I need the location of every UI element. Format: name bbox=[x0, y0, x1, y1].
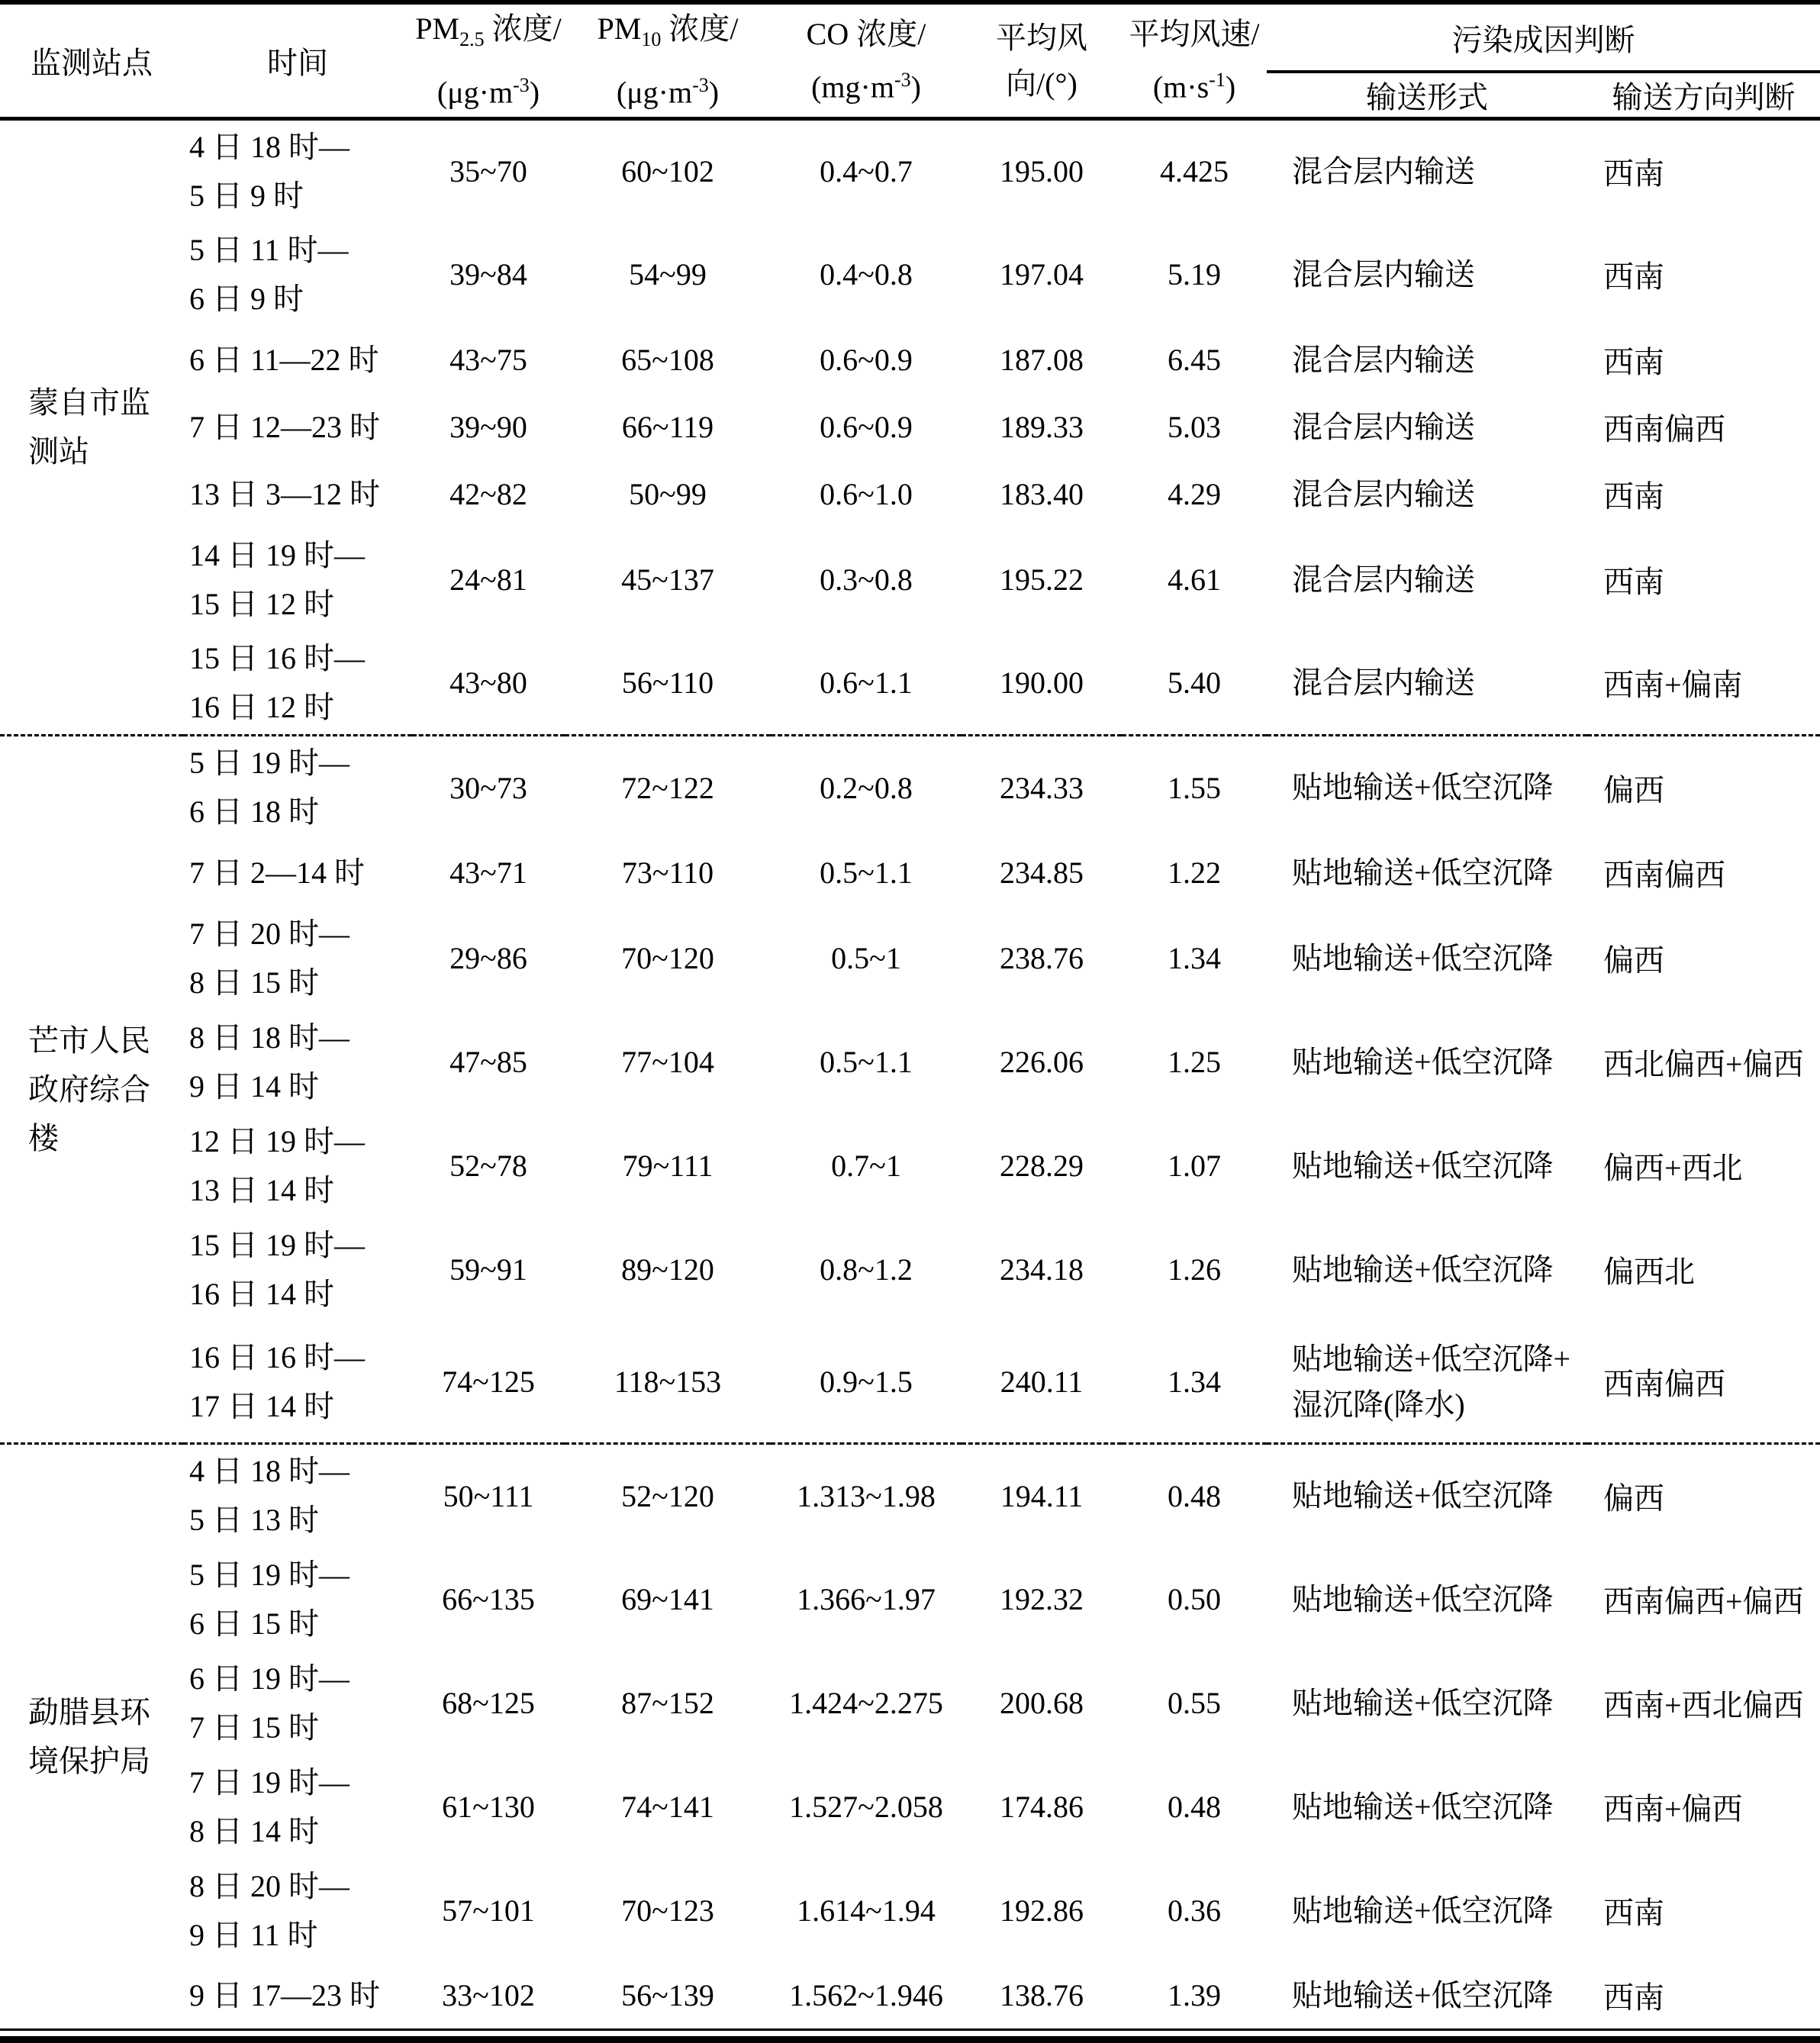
pm25-cell: 74~125 bbox=[442, 1365, 535, 1400]
pm10-cell: 56~110 bbox=[621, 665, 714, 701]
transport-direction-cell: 西南+偏西 bbox=[1603, 1792, 1743, 1826]
transport-direction-cell: 偏西 bbox=[1587, 736, 1820, 839]
pm10-cell: 52~120 bbox=[565, 1444, 771, 1548]
wind-speed-cell: 5.40 bbox=[1168, 665, 1221, 701]
time-cell: 9 日 17—23 时 bbox=[189, 1977, 380, 2012]
transport-direction-cell: 偏西+西北 bbox=[1603, 1151, 1743, 1185]
wind-direction-cell: 228.29 bbox=[1000, 1149, 1084, 1183]
col-header-wind-direction bbox=[962, 2, 1122, 119]
pm25-cell: 35~70 bbox=[449, 154, 527, 189]
co-cell: 0.2~0.8 bbox=[771, 736, 962, 839]
pm25-header-unit: $(\mu g\cdot m^{-3})$ bbox=[436, 73, 540, 110]
transport-form-cell: 贴地输送+低空沉降 bbox=[1267, 736, 1587, 839]
pm10-cell: 118~153 bbox=[614, 1365, 722, 1400]
wind-speed-header-name: 平均风速/ bbox=[1129, 16, 1260, 51]
time-cell: 4 日 18 时— 5 日 13 时 bbox=[183, 1444, 412, 1548]
wind-speed-cell: 1.39 bbox=[1168, 1978, 1221, 2013]
transport-form-cell: 贴地输送+低空沉降 bbox=[1292, 1977, 1554, 2012]
wind-direction-cell: 194.11 bbox=[962, 1444, 1122, 1548]
transport-direction-cell: 西南偏西+偏西 bbox=[1603, 1584, 1804, 1619]
transport-form-cell: 混合层内输送 bbox=[1292, 153, 1475, 189]
wind-direction-cell: 195.22 bbox=[1000, 562, 1084, 597]
transport-form-cell: 贴地输送+低空沉降 bbox=[1292, 940, 1554, 975]
pm25-cell: 47~85 bbox=[449, 1045, 527, 1079]
pm10-cell: 70~120 bbox=[621, 941, 714, 975]
table-row bbox=[0, 1322, 1820, 1444]
pm25-cell: 52~78 bbox=[449, 1149, 527, 1183]
pm25-cell: 57~101 bbox=[442, 1893, 535, 1928]
table-row bbox=[0, 327, 1820, 394]
time-cell: 12 日 19 时— 13 日 14 时 bbox=[189, 1123, 365, 1207]
pm25-cell: 29~86 bbox=[449, 941, 527, 975]
co-cell: 1.614~1.94 bbox=[797, 1893, 936, 1928]
pm10-cell: 72~122 bbox=[565, 736, 771, 839]
pm10-cell: 45~137 bbox=[621, 562, 714, 597]
pm10-cell: 77~104 bbox=[621, 1045, 714, 1079]
pm25-cell: 42~82 bbox=[449, 477, 527, 511]
pm10-subscript: 10 bbox=[641, 27, 662, 50]
transport-direction-cell: 西南 bbox=[1603, 479, 1664, 514]
time-cell: 4 日 18 时— 5 日 9 时 bbox=[189, 129, 350, 213]
co-cell: 1.313~1.98 bbox=[771, 1444, 962, 1548]
transport-direction-cell: 西南 bbox=[1603, 259, 1664, 294]
wind-direction-cell: 234.33 bbox=[962, 736, 1122, 839]
co-cell: 1.424~2.275 bbox=[789, 1686, 943, 1720]
pm10-cell: 87~152 bbox=[621, 1686, 714, 1720]
transport-direction-cell: 偏西 bbox=[1587, 1444, 1820, 1548]
wind-direction-cell: 238.76 bbox=[1000, 941, 1084, 975]
time-cell: 7 日 12—23 时 bbox=[189, 409, 380, 444]
co-header-name: CO 浓度/ bbox=[806, 16, 926, 51]
pm10-cell: 79~111 bbox=[622, 1149, 714, 1183]
col-header-transport-direction: 输送方向判断 bbox=[1587, 72, 1820, 119]
station-name: 蒙自市监测站 bbox=[28, 385, 150, 469]
transport-form-cell: 贴地输送+低空沉降 bbox=[1292, 855, 1554, 890]
co-cell: 0.9~1.5 bbox=[820, 1365, 913, 1400]
wind-speed-header-unit: $(m\cdot s^{-1})$ bbox=[1152, 68, 1236, 105]
transport-form-cell: 贴地输送+低空沉降 bbox=[1292, 1685, 1554, 1720]
time-cell: 6 日 19 时— 7 日 15 时 bbox=[189, 1661, 350, 1745]
co-cell: 0.7~1 bbox=[831, 1149, 901, 1183]
pm10-cell: 73~110 bbox=[621, 856, 714, 890]
transport-direction-cell: 西南偏西 bbox=[1603, 1367, 1725, 1402]
pm25-cell: 43~75 bbox=[449, 343, 527, 377]
co-cell: 1.366~1.97 bbox=[797, 1582, 936, 1616]
wind-speed-cell: 4.425 bbox=[1160, 154, 1229, 189]
wind-speed-cell: 6.45 bbox=[1168, 343, 1221, 377]
table-body bbox=[0, 119, 1820, 2030]
transport-direction-cell: 西北偏西+偏西 bbox=[1603, 1047, 1804, 1081]
transport-form-cell: 贴地输送+低空沉降 bbox=[1292, 1789, 1554, 1824]
table-row bbox=[0, 1444, 1820, 1548]
transport-form-cell: 混合层内输送 bbox=[1292, 562, 1475, 597]
transport-form-cell: 混合层内输送 bbox=[1292, 342, 1475, 377]
co-cell: 0.6~0.9 bbox=[820, 410, 913, 444]
transport-direction-cell: 西南 bbox=[1603, 565, 1664, 599]
table-row bbox=[0, 119, 1820, 223]
table-row bbox=[0, 1218, 1820, 1322]
header-row-main bbox=[0, 2, 1820, 72]
transport-form-cell: 混合层内输送 bbox=[1292, 409, 1475, 444]
col-header-pm10 bbox=[565, 2, 771, 119]
co-cell: 0.6~1.0 bbox=[820, 477, 913, 511]
table-row bbox=[0, 528, 1820, 632]
transport-form-cell: 混合层内输送 bbox=[1292, 665, 1475, 700]
wind-speed-cell: 0.50 bbox=[1168, 1582, 1221, 1616]
co-header-unit: $(mg\cdot m^{-3})$ bbox=[811, 68, 921, 105]
time-cell: 5 日 11 时— 6 日 9 时 bbox=[189, 232, 349, 316]
table-row bbox=[0, 1755, 1820, 1859]
time-cell: 15 日 19 时— 16 日 14 时 bbox=[189, 1227, 365, 1311]
transport-form-cell: 贴地输送+低空沉降 bbox=[1292, 1581, 1554, 1616]
pm25-cell: 33~102 bbox=[442, 1978, 535, 2013]
time-cell: 7 日 2—14 时 bbox=[189, 855, 365, 890]
co-cell: 0.4~0.8 bbox=[820, 257, 913, 292]
table-row bbox=[0, 839, 1820, 907]
transport-direction-cell: 偏西 bbox=[1603, 943, 1664, 978]
time-cell: 6 日 11—22 时 bbox=[189, 342, 379, 377]
time-cell: 7 日 20 时— 8 日 15 时 bbox=[189, 916, 350, 1000]
pm10-cell: 89~120 bbox=[621, 1252, 714, 1287]
wind-speed-cell: 0.48 bbox=[1122, 1444, 1267, 1548]
wind-direction-cell: 187.08 bbox=[1000, 343, 1084, 377]
pm10-cell: 66~119 bbox=[621, 410, 714, 444]
table-row bbox=[0, 1548, 1820, 1651]
transport-direction-cell: 西南+偏南 bbox=[1603, 668, 1743, 703]
table-row bbox=[0, 1010, 1820, 1114]
table-row bbox=[0, 907, 1820, 1010]
wind-direction-cell: 195.00 bbox=[1000, 154, 1084, 189]
wind-speed-cell: 5.03 bbox=[1168, 410, 1221, 444]
wind-speed-unit-exponent: -1 bbox=[1209, 68, 1226, 91]
time-cell: 8 日 18 时— 9 日 14 时 bbox=[189, 1020, 350, 1104]
pm25-cell: 43~71 bbox=[449, 856, 527, 890]
wind-direction-header-line2: 向/(°) bbox=[1006, 66, 1078, 101]
pm10-cell: 70~123 bbox=[621, 1893, 714, 1928]
wind-direction-cell: 240.11 bbox=[1000, 1365, 1084, 1400]
wind-speed-cell: 1.26 bbox=[1168, 1252, 1221, 1287]
co-cell: 0.5~1.1 bbox=[820, 856, 913, 890]
wind-direction-cell: 183.40 bbox=[1000, 477, 1084, 511]
transport-direction-cell: 偏西北 bbox=[1603, 1255, 1695, 1289]
transport-direction-cell: 西南+西北偏西 bbox=[1603, 1688, 1804, 1722]
transport-form-cell: 贴地输送+低空沉降 bbox=[1292, 1893, 1554, 1928]
pm25-cell: 39~90 bbox=[449, 410, 527, 444]
table-row bbox=[0, 736, 1820, 839]
transport-form-cell: 贴地输送+低空沉降 bbox=[1267, 1444, 1587, 1548]
wind-speed-cell: 1.22 bbox=[1168, 856, 1221, 890]
co-cell: 0.5~1.1 bbox=[820, 1045, 913, 1079]
pm25-unit-exponent: -3 bbox=[513, 73, 530, 96]
pm10-cell: 54~99 bbox=[629, 257, 707, 292]
col-header-pm25 bbox=[412, 2, 565, 119]
table-row bbox=[0, 461, 1820, 528]
table-row bbox=[0, 1651, 1820, 1755]
transport-form-cell: 贴地输送+低空沉降 bbox=[1292, 1044, 1554, 1079]
col-header-transport-form: 输送形式 bbox=[1267, 72, 1587, 119]
time-cell: 5 日 19 时— 6 日 18 时 bbox=[183, 736, 412, 839]
transport-form-cell: 贴地输送+低空沉降 bbox=[1292, 1148, 1554, 1183]
wind-speed-cell: 1.34 bbox=[1168, 941, 1221, 975]
wind-speed-cell: 1.34 bbox=[1168, 1365, 1221, 1400]
time-cell: 5 日 19 时— 6 日 15 时 bbox=[189, 1557, 350, 1641]
wind-speed-cell: 1.07 bbox=[1168, 1149, 1221, 1183]
wind-speed-cell: 4.29 bbox=[1168, 477, 1221, 511]
transport-form-cell: 贴地输送+低空沉降+ 湿沉降(降水) bbox=[1292, 1341, 1571, 1422]
time-cell: 15 日 16 时— 16 日 12 时 bbox=[189, 640, 365, 724]
wind-speed-cell: 4.61 bbox=[1168, 562, 1221, 597]
wind-speed-cell: 1.25 bbox=[1168, 1045, 1221, 1079]
pm10-cell: 50~99 bbox=[629, 477, 707, 511]
col-header-co bbox=[771, 2, 962, 119]
pm25-cell: 61~130 bbox=[442, 1790, 535, 1824]
wind-direction-header-line1: 平均风 bbox=[996, 20, 1087, 55]
wind-direction-cell: 234.18 bbox=[1000, 1252, 1084, 1287]
transport-direction-cell: 西南 bbox=[1603, 345, 1664, 379]
wind-direction-cell: 197.04 bbox=[1000, 257, 1084, 292]
col-header-station: 监测站点 bbox=[0, 2, 183, 119]
wind-direction-cell: 234.85 bbox=[1000, 856, 1084, 890]
co-cell: 0.6~1.1 bbox=[820, 665, 913, 701]
wind-speed-cell: 1.55 bbox=[1122, 736, 1267, 839]
pm25-cell: 30~73 bbox=[412, 736, 565, 839]
table-row bbox=[0, 1114, 1820, 1218]
wind-speed-cell: 5.19 bbox=[1168, 257, 1221, 292]
wind-direction-cell: 192.32 bbox=[1000, 1582, 1084, 1616]
pm25-cell: 43~80 bbox=[449, 665, 527, 701]
time-cell: 13 日 3—12 时 bbox=[189, 476, 380, 511]
table-row bbox=[0, 632, 1820, 736]
table-row bbox=[0, 1859, 1820, 1963]
pm10-cell: 56~139 bbox=[621, 1978, 714, 2013]
wind-speed-cell: 0.48 bbox=[1168, 1790, 1221, 1824]
transport-form-cell: 贴地输送+低空沉降 bbox=[1292, 1252, 1554, 1287]
co-cell: 1.527~2.058 bbox=[789, 1790, 943, 1824]
wind-speed-cell: 0.36 bbox=[1168, 1893, 1221, 1928]
pm10-header-name: $PM_{10}$ 浓度/ bbox=[597, 11, 739, 50]
pm25-subscript: 2.5 bbox=[459, 27, 485, 50]
transport-direction-cell: 西南 bbox=[1603, 156, 1664, 192]
wind-direction-cell: 138.76 bbox=[1000, 1978, 1084, 2013]
pm25-cell: 66~135 bbox=[442, 1582, 535, 1616]
table-header bbox=[0, 2, 1820, 119]
co-cell: 0.6~0.9 bbox=[820, 343, 913, 377]
wind-direction-cell: 226.06 bbox=[1000, 1045, 1084, 1079]
col-header-time: 时间 bbox=[183, 2, 412, 119]
pm25-cell: 39~84 bbox=[449, 257, 527, 292]
pm25-cell: 24~81 bbox=[449, 562, 527, 597]
co-cell: 0.8~1.2 bbox=[820, 1252, 913, 1287]
pm10-unit-exponent: -3 bbox=[692, 73, 709, 96]
pm25-cell: 50~111 bbox=[412, 1444, 565, 1548]
table-row bbox=[0, 223, 1820, 327]
co-unit-exponent: -3 bbox=[894, 68, 911, 91]
wind-direction-cell: 190.00 bbox=[1000, 665, 1084, 701]
transport-direction-cell: 西南偏西 bbox=[1603, 858, 1725, 892]
pm25-cell: 68~125 bbox=[442, 1686, 535, 1720]
transport-form-cell: 混合层内输送 bbox=[1292, 476, 1475, 511]
table-row bbox=[0, 394, 1820, 461]
co-cell: 0.3~0.8 bbox=[820, 562, 913, 597]
pm25-header-name: $PM_{2.5}$ 浓度/ bbox=[415, 11, 562, 50]
pm10-cell: 60~102 bbox=[621, 154, 714, 189]
pm10-cell: 69~141 bbox=[621, 1582, 714, 1616]
wind-speed-cell: 0.55 bbox=[1168, 1686, 1221, 1720]
wind-direction-cell: 174.86 bbox=[1000, 1790, 1084, 1824]
transport-direction-cell: 西南偏西 bbox=[1603, 412, 1725, 446]
col-header-pollution-cause-group: 污染成因判断 bbox=[1267, 2, 1820, 72]
wind-direction-cell: 192.86 bbox=[1000, 1893, 1084, 1928]
time-cell: 14 日 19 时— 15 日 12 时 bbox=[189, 537, 365, 621]
pm10-cell: 74~141 bbox=[621, 1790, 714, 1824]
wind-direction-cell: 200.68 bbox=[1000, 1686, 1084, 1720]
transport-direction-cell: 西南 bbox=[1603, 1980, 1664, 2016]
station-name: 勐腊县环境保护局 bbox=[0, 1444, 183, 2030]
co-cell: 0.4~0.7 bbox=[820, 154, 913, 189]
co-cell: 1.562~1.946 bbox=[789, 1978, 943, 2013]
pm25-cell: 59~91 bbox=[449, 1252, 527, 1287]
time-cell: 7 日 19 时— 8 日 14 时 bbox=[189, 1764, 350, 1848]
wind-direction-cell: 189.33 bbox=[1000, 410, 1084, 444]
time-cell: 8 日 20 时— 9 日 11 时 bbox=[189, 1868, 350, 1952]
time-cell: 16 日 16 时— 17 日 14 时 bbox=[189, 1339, 365, 1423]
table-row bbox=[0, 1963, 1820, 2030]
col-header-wind-speed bbox=[1122, 2, 1267, 119]
pm10-header-unit: $(\mu g\cdot m^{-3})$ bbox=[616, 73, 720, 110]
transport-direction-cell: 西南 bbox=[1603, 1896, 1664, 1930]
station-name: 芒市人民政府综合楼 bbox=[0, 736, 183, 1444]
co-cell: 0.5~1 bbox=[831, 941, 901, 975]
transport-form-cell: 混合层内输送 bbox=[1292, 256, 1475, 292]
pm10-cell: 65~108 bbox=[621, 343, 714, 377]
